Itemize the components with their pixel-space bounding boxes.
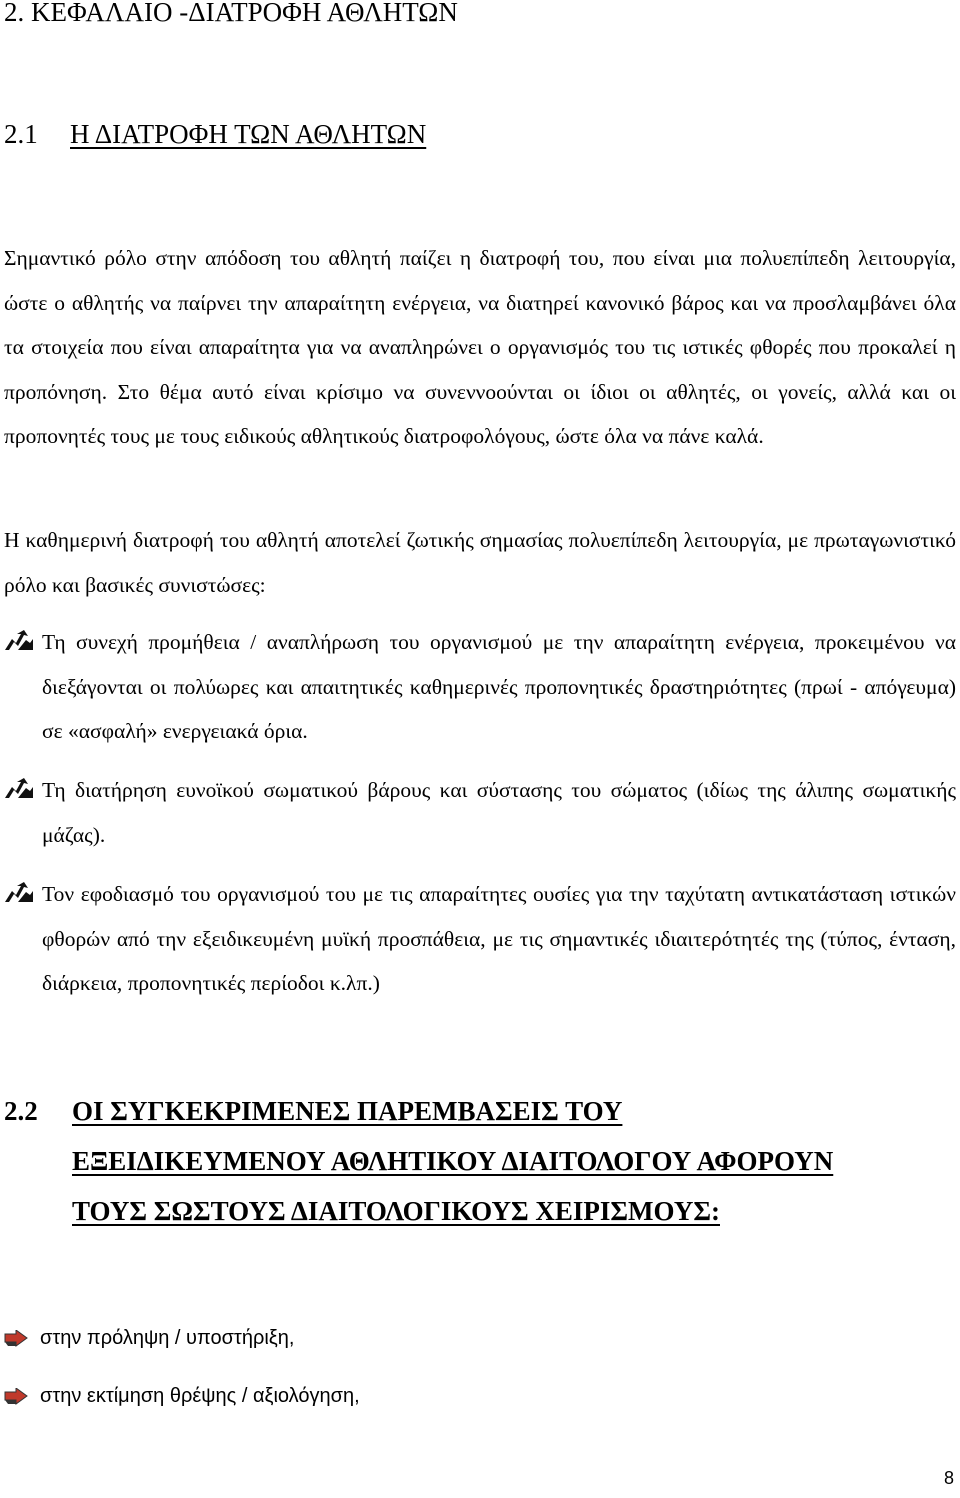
paragraph-2: Η καθημερινή διατροφή του αθλητή αποτελεί ζωτικής σημασίας πολυεπίπεδη λειτουργία, με πρωταγωνιστικό ρόλο και βασικές συνιστώσες:: [4, 528, 956, 597]
pointing-arrow-icon: [4, 630, 34, 652]
red-arrow-icon: [4, 1330, 28, 1348]
section-2-1-heading: [4, 114, 426, 154]
bullet-text: Τον εφοδιασμό του οργανισμού του με τις απαραίτητες ουσίες για την ταχύτατη αντικατάσταση ιστικών φθορών από την εξειδικευμένη μυϊκή προσπάθεια, με τις σημαντικές ιδιαιτερότητές της (τύπος, ένταση, διάρκεια, προπονητικές περίοδοι κ.λπ.): [42, 882, 956, 995]
pointing-arrow-icon: [4, 882, 34, 904]
section-2-2-title-line: ΟΙ ΣΥΓΚΕΚΡΙΜΕΝΕΣ ΠΑΡΕΜΒΑΣΕΙΣ ΤΟΥ: [72, 1096, 623, 1126]
list-item-prevention: [4, 1318, 704, 1358]
section-2-1-number: 2.1: [4, 119, 38, 149]
section-2-2-number: 2.2: [4, 1096, 38, 1126]
bullet-text: Τη συνεχή προμήθεια / αναπλήρωση του οργανισμού με την απαραίτητη ενέργεια, προκειμένου να διεξάγονται οι πολύωρες και απαιτητικές καθημερινές προπονητικές δραστηριότητες (πρωί - απόγευμα) σε «ασφαλή» ενεργειακά όρια.: [42, 630, 956, 743]
list-item-text: στην πρόληψη / υποστήριξη,: [40, 1327, 295, 1349]
section-2-2-title-line: ΤΟΥΣ ΣΩΣΤΟΥΣ ΔΙΑΙΤΟΛΟΓΙΚΟΥΣ ΧΕΙΡΙΣΜΟΥΣ:: [72, 1196, 720, 1226]
chapter-title: 2. ΚΕΦΑΛΑΙΟ -ΔΙΑΤΡΟΦΗ ΑΘΛΗΤΩΝ: [4, 0, 458, 27]
section-2-2-title: [72, 1086, 956, 1236]
page-number: 8: [943, 1468, 954, 1488]
red-arrow-icon: [4, 1388, 28, 1406]
bullet-text: Τη διατήρηση ευνοϊκού σωματικού βάρους και σύστασης του σώματος (ιδίως της άλιπης σωματικής μάζας).: [42, 778, 956, 847]
pointing-arrow-icon: [4, 778, 34, 800]
list-item-assessment: [4, 1376, 704, 1416]
section-2-1-title: Η ΔΙΑΤΡΟΦΗ ΤΩΝ ΑΘΛΗΤΩΝ: [70, 119, 427, 149]
paragraph-1: Σημαντικό ρόλο στην απόδοση του αθλητή παίζει η διατροφή του, που είναι μια πολυεπίπεδη λειτουργία, ώστε ο αθλητής να παίρνει την απαραίτητη ενέργεια, να διατηρεί κανονικό βάρος και να προσλαμβάνει όλα τα στοιχεία που είναι απαραίτητα για να αναπληρώνει ο οργανισμός του τις ιστικές φθορές που προκαλεί η προπόνηση. Στο θέμα αυτό είναι κρίσιμο να συνεννοούνται οι ίδιοι οι αθλητές, οι γονείς, αλλά και οι προπονητές τους με τους ειδικούς αθλητικούς διατροφολόγους, ώστε όλα να πάνε καλά.: [4, 246, 956, 448]
list-item-text: στην εκτίμηση θρέψης / αξιολόγηση,: [40, 1385, 360, 1407]
section-2-2-title-line: ΕΞΕΙΔΙΚΕΥΜΕΝΟΥ ΑΘΛΗΤΙΚΟΥ ΔΙΑΙΤΟΛΟΓΟΥ ΑΦΟΡΟΥΝ: [72, 1146, 834, 1176]
